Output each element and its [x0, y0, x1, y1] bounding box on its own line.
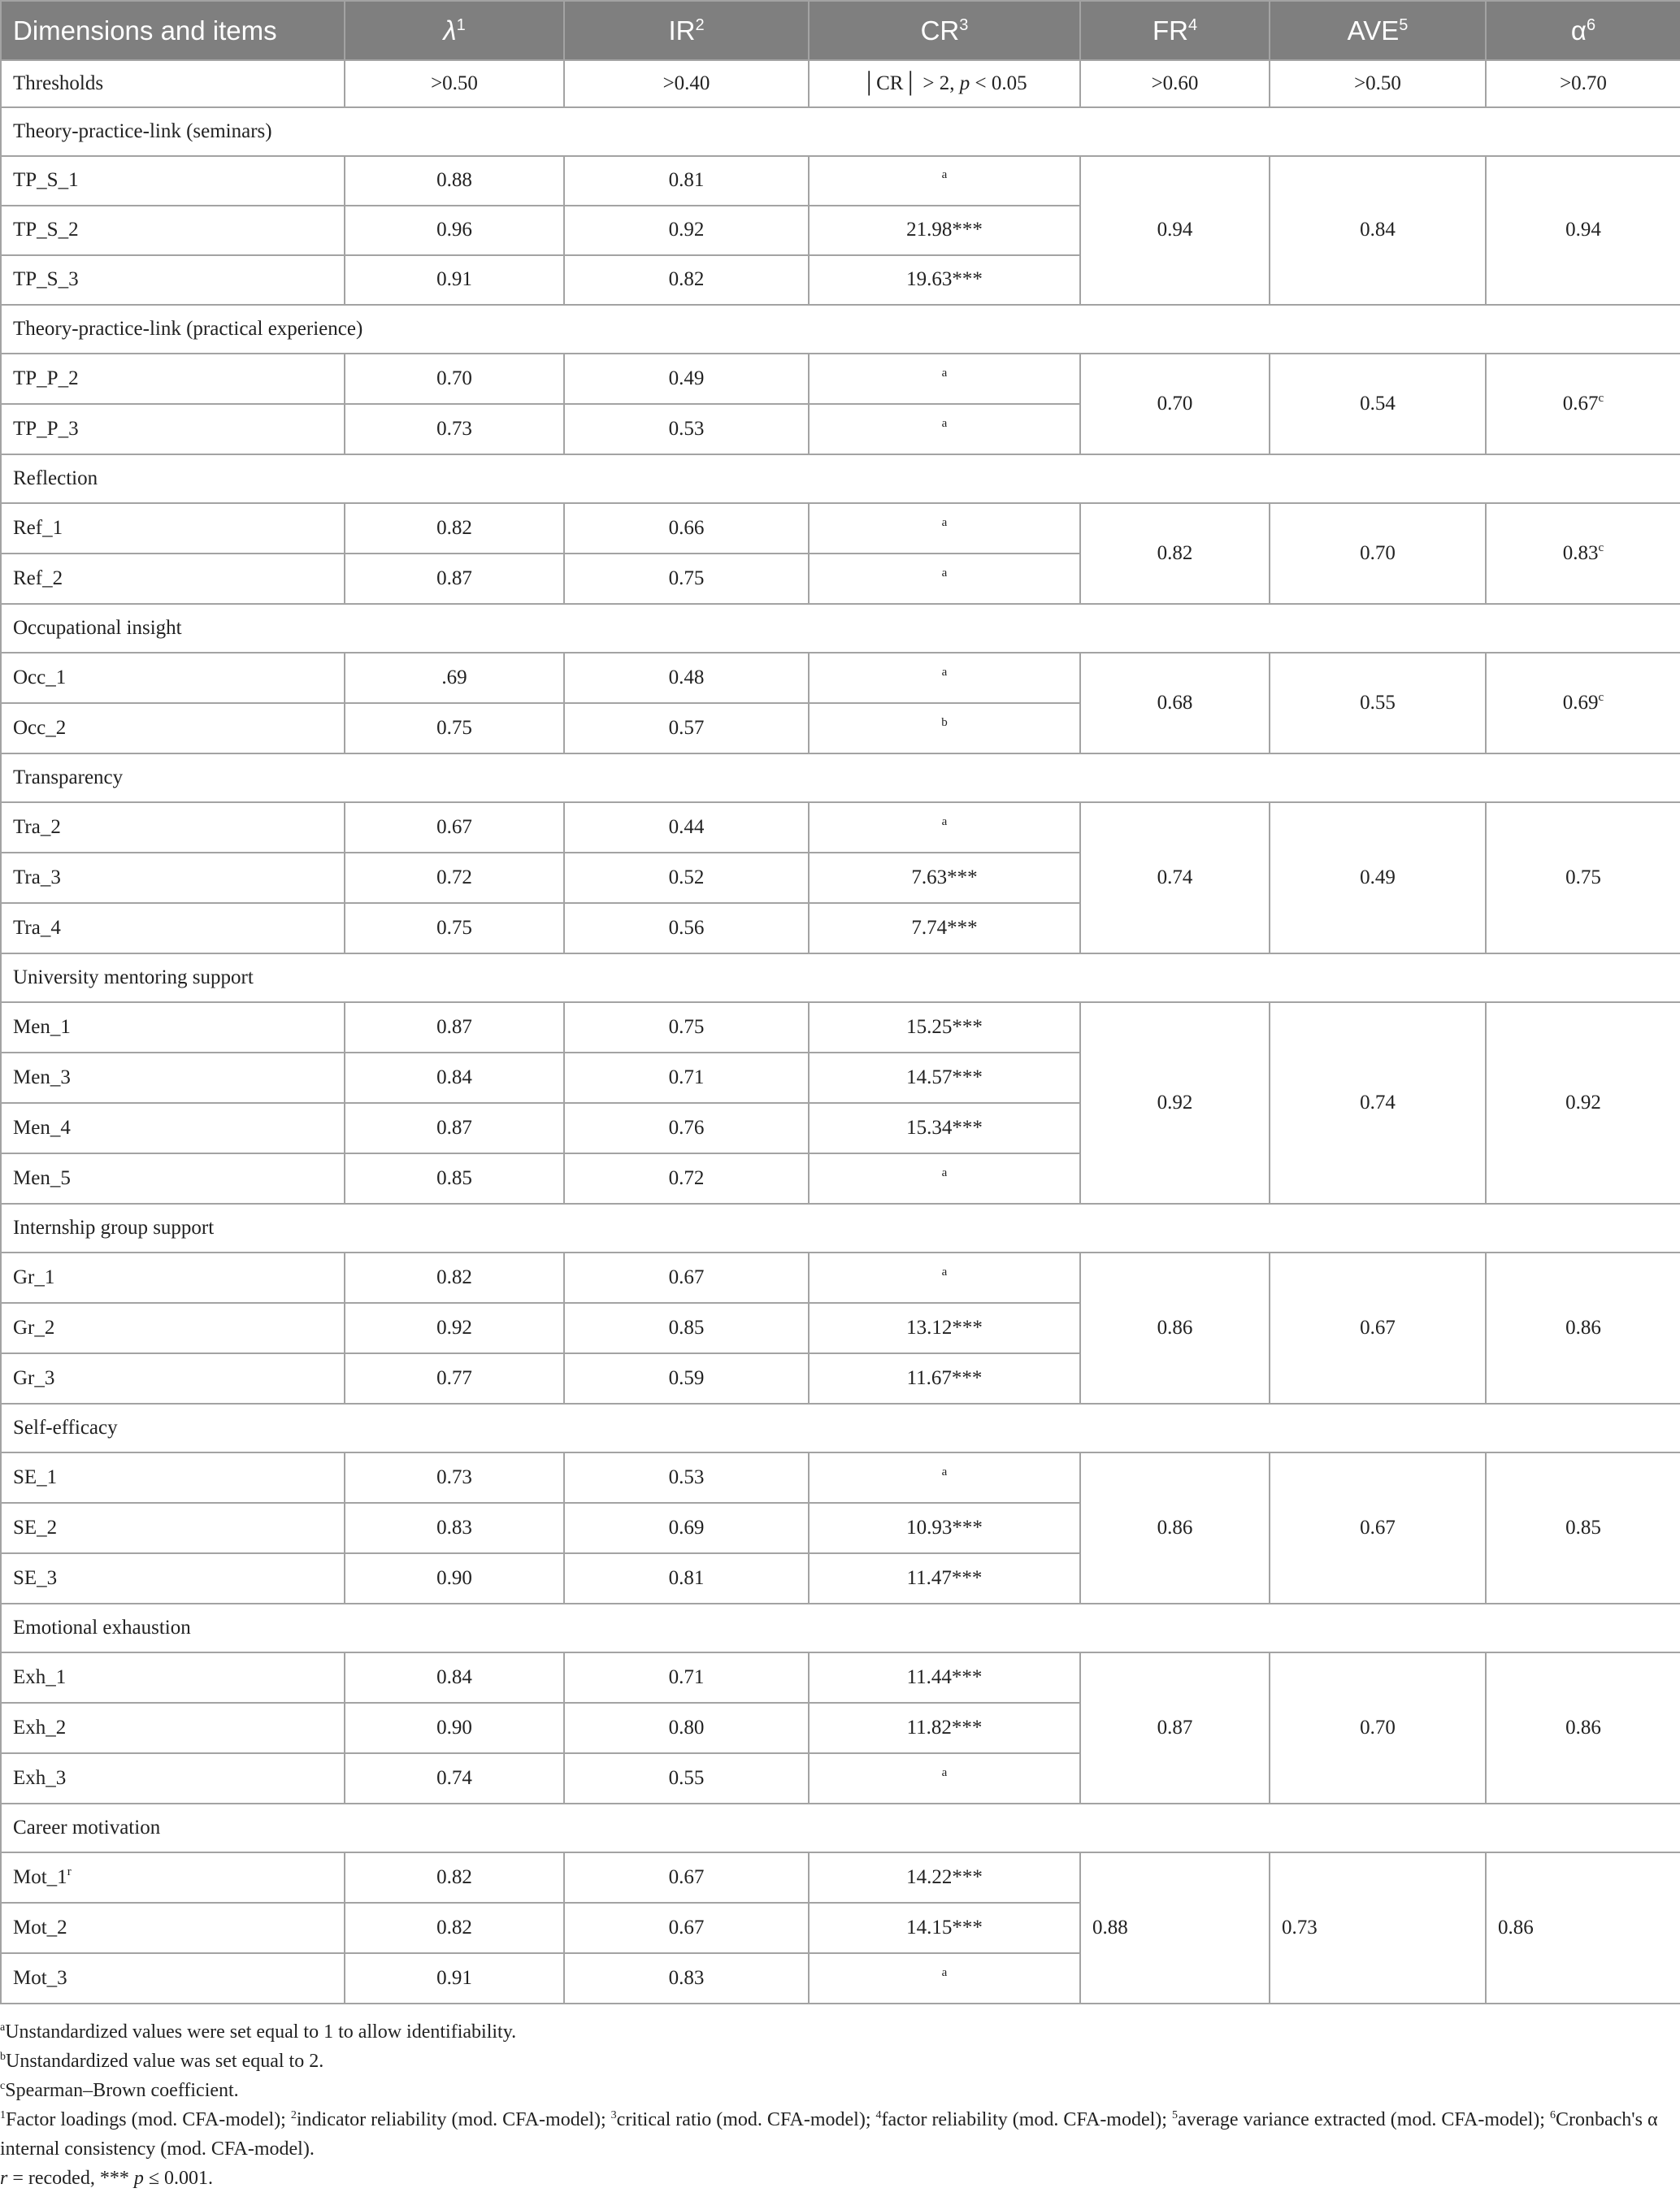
ir-value: 0.81 — [564, 156, 809, 206]
alpha-value: 0.94 — [1486, 156, 1680, 305]
alpha-value: 0.67$^c$ — [1486, 354, 1680, 454]
cr-value: a — [809, 503, 1080, 554]
lambda-value: 0.82 — [345, 1903, 564, 1953]
ave-value: 0.70 — [1270, 1652, 1486, 1804]
lambda-value: 0.87 — [345, 1103, 564, 1153]
cr-value: 7.74*** — [809, 903, 1080, 953]
cr-value: 11.47*** — [809, 1553, 1080, 1604]
fr-value: 0.82 — [1080, 503, 1270, 604]
dimension-row — [1, 604, 1680, 653]
item-code: SE_1 — [1, 1452, 345, 1503]
lambda-value: 0.82 — [345, 503, 564, 554]
ir-value: 0.75 — [564, 1002, 809, 1053]
lambda-value: 0.72 — [345, 853, 564, 903]
alpha-value: 0.75 — [1486, 802, 1680, 953]
lambda-value: 0.87 — [345, 1002, 564, 1053]
cr-value: 11.67*** — [809, 1353, 1080, 1404]
cr-value: 14.57*** — [809, 1053, 1080, 1103]
item-code: Men_1 — [1, 1002, 345, 1053]
cr-value: a — [809, 1153, 1080, 1204]
dimension-name: University mentoring support — [1, 953, 1680, 1002]
table-row — [1, 156, 1680, 206]
ir-value: 0.66 — [564, 503, 809, 554]
ir-value: 0.67 — [564, 1253, 809, 1303]
cr-value: 13.12*** — [809, 1303, 1080, 1353]
lambda-value: 0.96 — [345, 206, 564, 255]
table-row — [1, 354, 1680, 404]
threshold-lambda: >0.50 — [345, 60, 564, 107]
fr-value: 0.86 — [1080, 1452, 1270, 1604]
table-row — [1, 1652, 1680, 1703]
table-row — [1, 802, 1680, 853]
dimension-name: Theory-practice-link (practical experience) — [1, 305, 1680, 354]
lambda-value: .69 — [345, 653, 564, 703]
cr-value: b — [809, 703, 1080, 753]
table-header — [1, 1, 1680, 60]
cr-value: a — [809, 156, 1080, 206]
dimension-row — [1, 305, 1680, 354]
ir-value: 0.71 — [564, 1053, 809, 1103]
lambda-value: 0.75 — [345, 903, 564, 953]
ave-value: 0.73 — [1270, 1852, 1486, 2004]
dimension-name: Transparency — [1, 753, 1680, 802]
item-code: TP_P_3 — [1, 404, 345, 454]
table-row — [1, 1452, 1680, 1503]
item-code: SE_3 — [1, 1553, 345, 1604]
alpha-value: 0.83$^c$ — [1486, 503, 1680, 604]
item-code: Exh_2 — [1, 1703, 345, 1753]
header-ir: $IR^2$ — [564, 1, 809, 60]
footnote-b: $^b$Unstandardized value was set equal to 2. — [0, 2051, 324, 2072]
dimension-row — [1, 953, 1680, 1002]
lambda-value: 0.67 — [345, 802, 564, 853]
fr-value: 0.74 — [1080, 802, 1270, 953]
lambda-value: 0.87 — [345, 554, 564, 604]
ave-value: 0.55 — [1270, 653, 1486, 753]
lambda-value: 0.73 — [345, 404, 564, 454]
ave-value: 0.84 — [1270, 156, 1486, 305]
ir-value: 0.55 — [564, 1753, 809, 1804]
item-code: Mot_2 — [1, 1903, 345, 1953]
item-code: Gr_1 — [1, 1253, 345, 1303]
cr-value: 15.34*** — [809, 1103, 1080, 1153]
dimension-name: Reflection — [1, 454, 1680, 503]
item-code: SE_2 — [1, 1503, 345, 1553]
cr-value: a — [809, 1753, 1080, 1804]
table-row — [1, 1253, 1680, 1303]
footnote-definitions: $^1$Factor loadings (mod. CFA-model); $^2$indicator reliability (mod. CFA-model); $^3$critical ratio (mod. CFA-model); $^4$factor reliability (mod. CFA-model); $^5$average variance extracted (mod. CFA-model); $^6$Cronbach's α internal consistency (mod. CFA-model). — [0, 2109, 1658, 2160]
item-code: Exh_1 — [1, 1652, 345, 1703]
cr-value: a — [809, 802, 1080, 853]
ir-value: 0.67 — [564, 1903, 809, 1953]
dimension-row — [1, 753, 1680, 802]
item-code: Tra_3 — [1, 853, 345, 903]
dimension-name: Self-efficacy — [1, 1404, 1680, 1452]
cr-value: 14.22*** — [809, 1852, 1080, 1903]
cr-value: a — [809, 1953, 1080, 2004]
lambda-value: 0.91 — [345, 255, 564, 305]
ir-value: 0.75 — [564, 554, 809, 604]
item-code: TP_S_1 — [1, 156, 345, 206]
dimension-row — [1, 1404, 1680, 1452]
threshold-alpha: >0.70 — [1486, 60, 1680, 107]
item-code: Occ_2 — [1, 703, 345, 753]
cr-value: a — [809, 354, 1080, 404]
fr-value: 0.70 — [1080, 354, 1270, 454]
cr-value: 11.82*** — [809, 1703, 1080, 1753]
fr-value: 0.68 — [1080, 653, 1270, 753]
ir-value: 0.67 — [564, 1852, 809, 1903]
cr-value: a — [809, 404, 1080, 454]
ir-value: 0.80 — [564, 1703, 809, 1753]
ir-value: 0.48 — [564, 653, 809, 703]
dimension-name: Theory-practice-link (seminars) — [1, 107, 1680, 156]
ave-value: 0.67 — [1270, 1452, 1486, 1604]
header-ave: AVE$^5$ — [1270, 1, 1486, 60]
lambda-value: 0.82 — [345, 1852, 564, 1903]
item-code: TP_S_2 — [1, 206, 345, 255]
lambda-value: 0.75 — [345, 703, 564, 753]
lambda-value: 0.90 — [345, 1553, 564, 1604]
item-code: Gr_2 — [1, 1303, 345, 1353]
header-fr: $FR^4$ — [1080, 1, 1270, 60]
cr-value: a — [809, 1253, 1080, 1303]
item-code: TP_P_2 — [1, 354, 345, 404]
ir-value: 0.85 — [564, 1303, 809, 1353]
ir-value: 0.53 — [564, 1452, 809, 1503]
lambda-value: 0.92 — [345, 1303, 564, 1353]
cr-value: 21.98*** — [809, 206, 1080, 255]
dimension-row — [1, 1204, 1680, 1253]
ir-value: 0.76 — [564, 1103, 809, 1153]
fr-value: 0.94 — [1080, 156, 1270, 305]
dimension-row — [1, 1804, 1680, 1852]
item-code: Men_3 — [1, 1053, 345, 1103]
lambda-value: 0.84 — [345, 1652, 564, 1703]
lambda-value: 0.90 — [345, 1703, 564, 1753]
table-body — [1, 60, 1680, 2004]
header-alpha: $\alpha^6$ — [1486, 1, 1680, 60]
table-row — [1, 1002, 1680, 1053]
dimension-row — [1, 107, 1680, 156]
lambda-value: 0.74 — [345, 1753, 564, 1804]
footnote-c: $^c$Spearman–Brown coefficient. — [0, 2080, 239, 2101]
alpha-value: 0.86 — [1486, 1253, 1680, 1404]
cr-value: 11.44*** — [809, 1652, 1080, 1703]
lambda-value: 0.85 — [345, 1153, 564, 1204]
item-code: Ref_2 — [1, 554, 345, 604]
ir-value: 0.53 — [564, 404, 809, 454]
cr-value: 10.93*** — [809, 1503, 1080, 1553]
cr-value: a — [809, 653, 1080, 703]
dimension-row — [1, 1604, 1680, 1652]
fr-value: 0.88 — [1080, 1852, 1270, 2004]
ir-value: 0.44 — [564, 802, 809, 853]
lambda-value: 0.73 — [345, 1452, 564, 1503]
threshold-cr: │CR│ > 2, p < 0.05 — [809, 60, 1080, 107]
lambda-value: 0.84 — [345, 1053, 564, 1103]
dimension-name: Internship group support — [1, 1204, 1680, 1253]
alpha-value: 0.86 — [1486, 1652, 1680, 1804]
item-code: Men_5 — [1, 1153, 345, 1204]
dimension-row — [1, 454, 1680, 503]
footnote-a: $^a$Unstandardized values were set equal to 1 to allow identifiability. — [0, 2021, 517, 2043]
dimension-name: Career motivation — [1, 1804, 1680, 1852]
item-code: Occ_1 — [1, 653, 345, 703]
item-code: Mot_3 — [1, 1953, 345, 2004]
ave-value: 0.70 — [1270, 503, 1486, 604]
ir-value: 0.92 — [564, 206, 809, 255]
ir-value: 0.57 — [564, 703, 809, 753]
ir-value: 0.83 — [564, 1953, 809, 2004]
alpha-value: 0.69$^c$ — [1486, 653, 1680, 753]
table-row — [1, 653, 1680, 703]
ave-value: 0.67 — [1270, 1253, 1486, 1404]
lambda-value: 0.77 — [345, 1353, 564, 1404]
fr-value: 0.86 — [1080, 1253, 1270, 1404]
lambda-value: 0.88 — [345, 156, 564, 206]
threshold-ave: >0.50 — [1270, 60, 1486, 107]
item-code: Tra_4 — [1, 903, 345, 953]
header-cr: $CR^3$ — [809, 1, 1080, 60]
ave-value: 0.54 — [1270, 354, 1486, 454]
fr-value: 0.92 — [1080, 1002, 1270, 1204]
alpha-value: 0.92 — [1486, 1002, 1680, 1204]
table-footnotes — [0, 2017, 1658, 2193]
lambda-value: 0.91 — [345, 1953, 564, 2004]
ir-value: 0.49 — [564, 354, 809, 404]
ir-value: 0.52 — [564, 853, 809, 903]
cr-value: 15.25*** — [809, 1002, 1080, 1053]
lambda-value: 0.82 — [345, 1253, 564, 1303]
ave-value: 0.49 — [1270, 802, 1486, 953]
alpha-value: 0.86 — [1486, 1852, 1680, 2004]
ir-value: 0.72 — [564, 1153, 809, 1204]
table-row — [1, 1852, 1680, 1903]
item-code: Men_4 — [1, 1103, 345, 1153]
ir-value: 0.69 — [564, 1503, 809, 1553]
header-lambda: $\lambda^1$ — [345, 1, 564, 60]
ir-value: 0.81 — [564, 1553, 809, 1604]
cr-value: 7.63*** — [809, 853, 1080, 903]
lambda-value: 0.70 — [345, 354, 564, 404]
header-dimensions-items: Dimensions and items — [1, 1, 345, 60]
ave-value: 0.74 — [1270, 1002, 1486, 1204]
lambda-value: 0.83 — [345, 1503, 564, 1553]
cr-value: 14.15*** — [809, 1903, 1080, 1953]
item-code: Exh_3 — [1, 1753, 345, 1804]
header-row — [1, 1, 1680, 60]
thresholds-label: Thresholds — [1, 60, 345, 107]
ir-value: 0.71 — [564, 1652, 809, 1703]
item-code: Ref_1 — [1, 503, 345, 554]
threshold-ir: >0.40 — [564, 60, 809, 107]
cr-value: 19.63*** — [809, 255, 1080, 305]
cr-value: a — [809, 1452, 1080, 1503]
cr-value: a — [809, 554, 1080, 604]
fr-value: 0.87 — [1080, 1652, 1270, 1804]
item-code: TP_S_3 — [1, 255, 345, 305]
alpha-value: 0.85 — [1486, 1452, 1680, 1604]
dimension-name: Occupational insight — [1, 604, 1680, 653]
thresholds-row — [1, 60, 1680, 107]
ir-value: 0.82 — [564, 255, 809, 305]
dimension-name: Emotional exhaustion — [1, 1604, 1680, 1652]
ir-value: 0.59 — [564, 1353, 809, 1404]
footnote-recoded: r = recoded, *** p ≤ 0.001. — [0, 2168, 213, 2189]
item-code: Tra_2 — [1, 802, 345, 853]
threshold-fr: >0.60 — [1080, 60, 1270, 107]
item-code: Mot_1$^r$ — [1, 1852, 345, 1903]
item-code: Gr_3 — [1, 1353, 345, 1404]
ir-value: 0.56 — [564, 903, 809, 953]
table-row — [1, 503, 1680, 554]
